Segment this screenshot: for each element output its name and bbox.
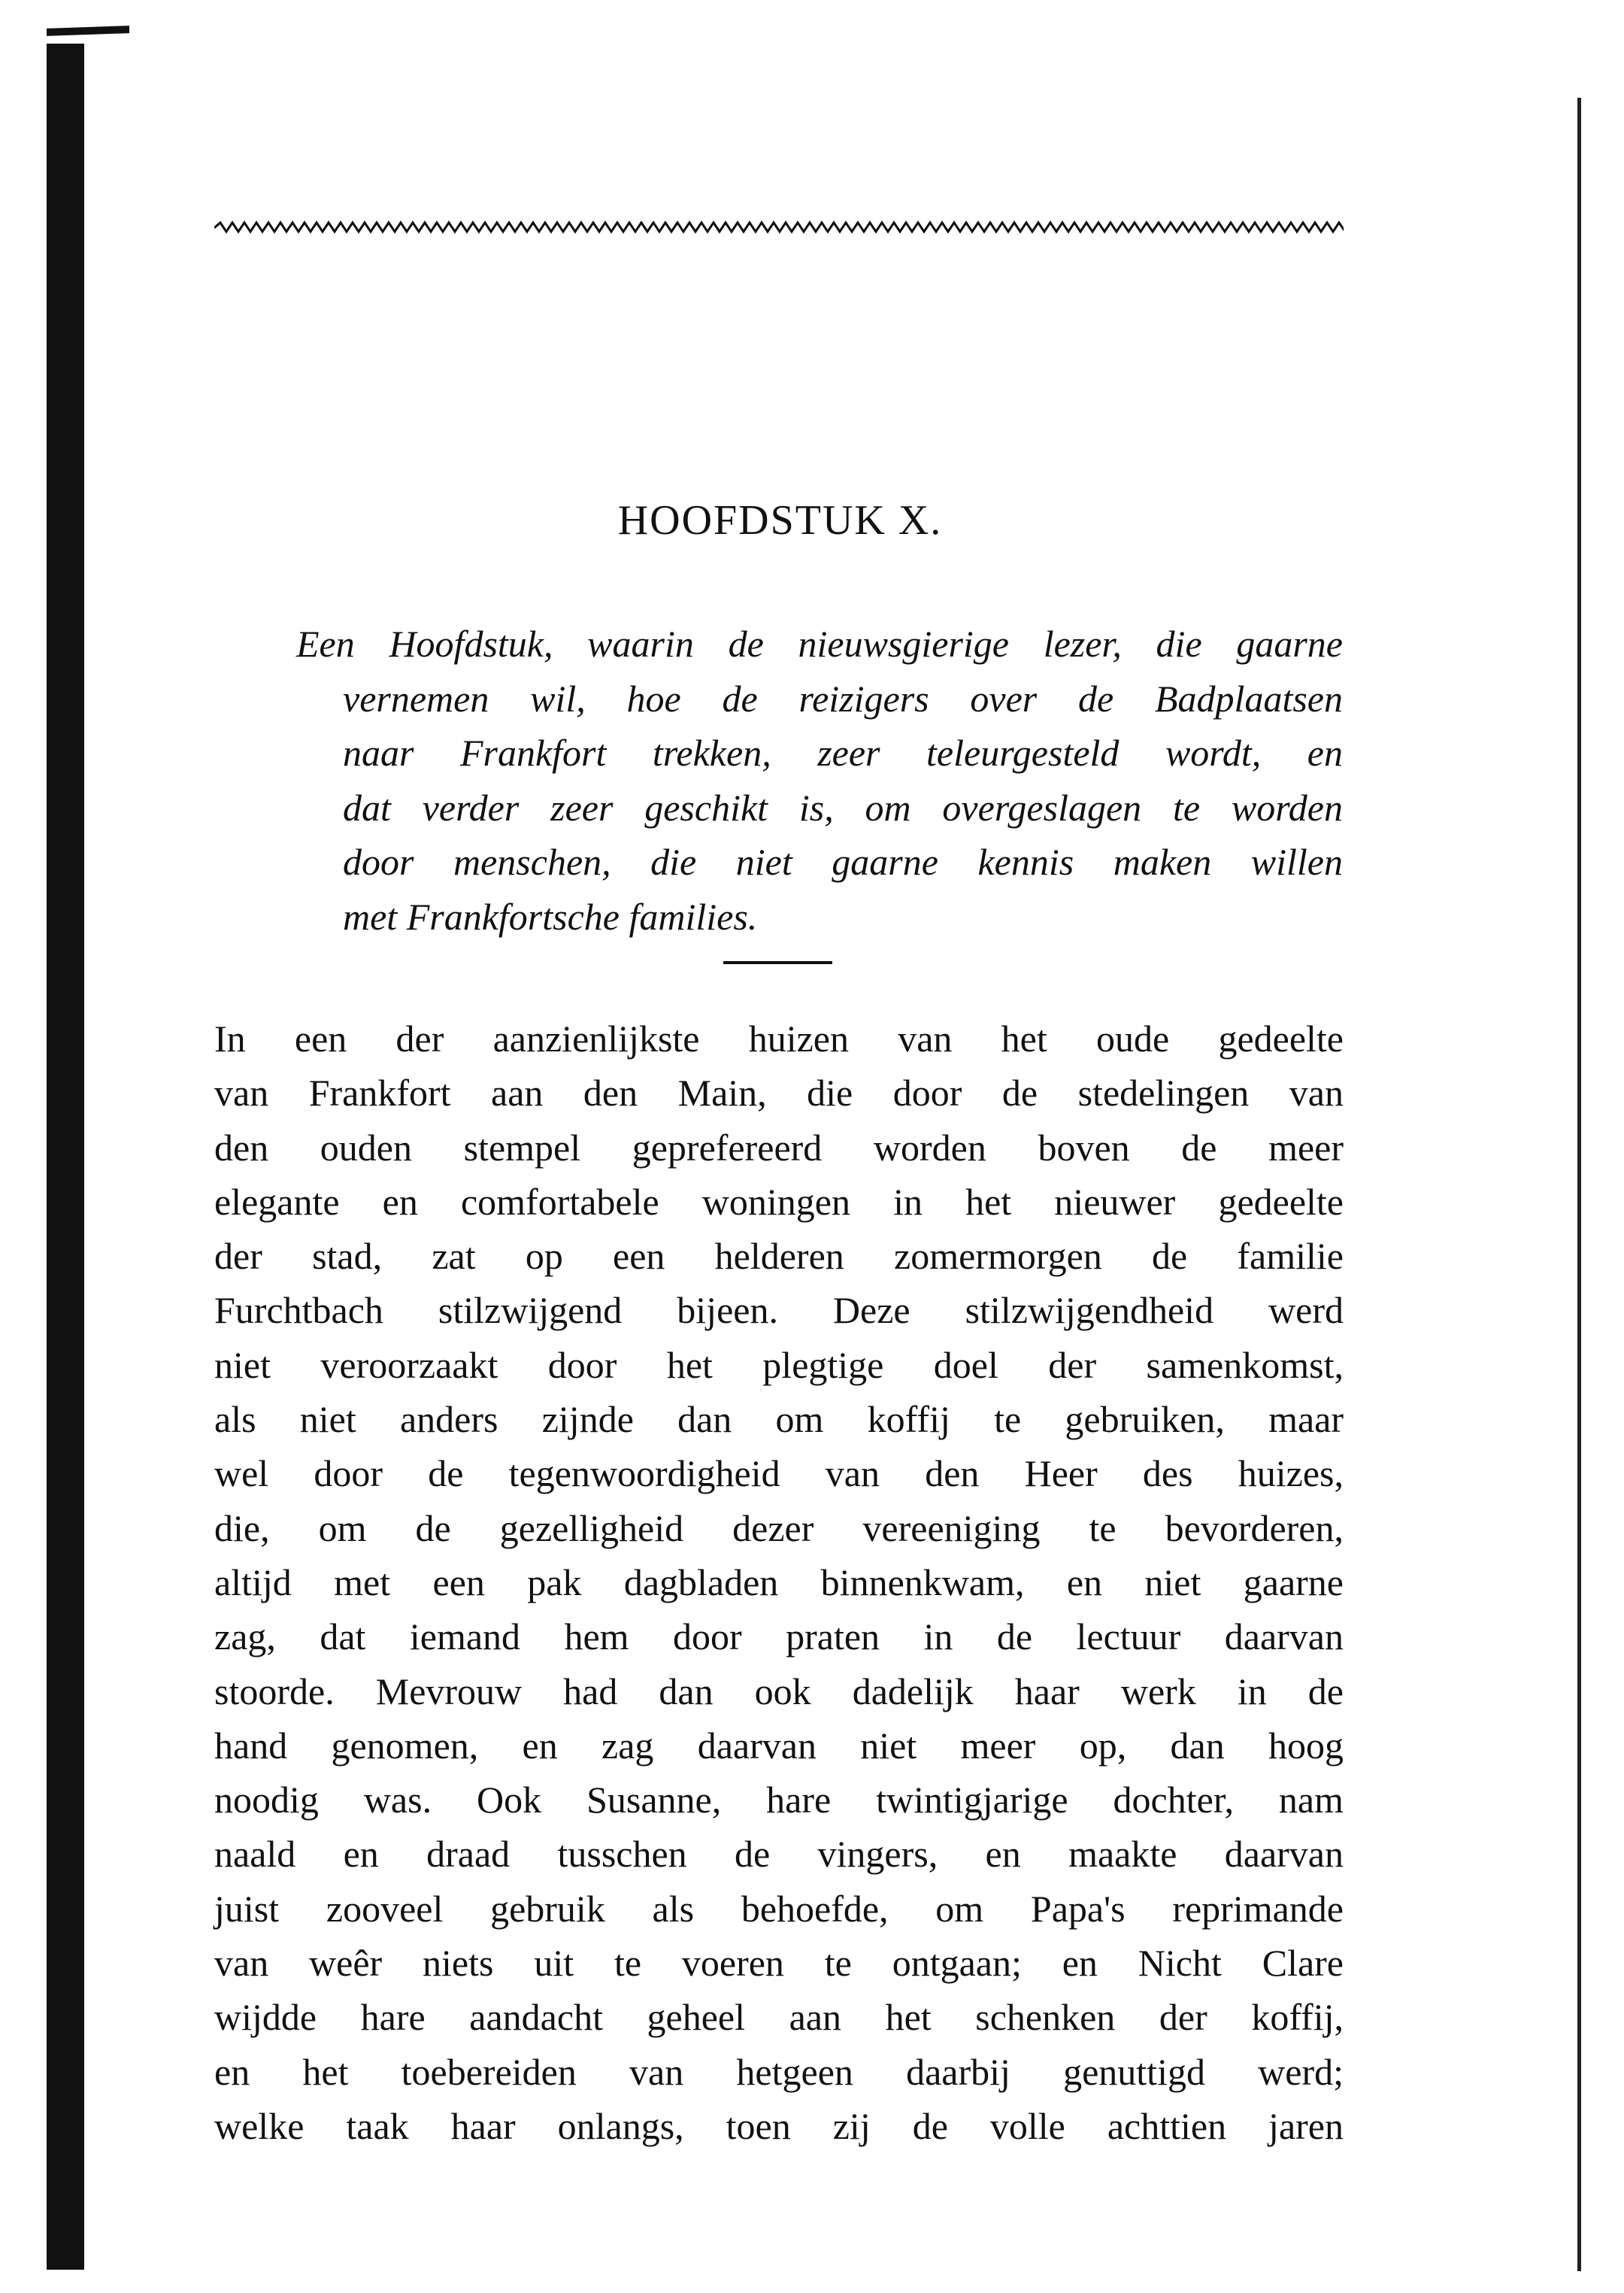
body-line: en het toebereiden van hetgeen daarbij genuttigd werd; — [214, 2050, 1344, 2093]
body-line: wijdde hare aandacht geheel aan het schenken der koffij, — [214, 1996, 1344, 2039]
body-line: der stad, zat op een helderen zomermorgen de familie — [214, 1235, 1344, 1278]
body-line: wel door de tegenwoordigheid van den Heer des huizes, — [214, 1452, 1344, 1495]
body-line: zag, dat iemand hem door praten in de lectuur daarvan — [214, 1615, 1344, 1658]
body-line: welke taak haar onlangs, toen zij de volle achttien jaren — [214, 2104, 1344, 2147]
body-line: naald en draad tusschen de vingers, en maakte daarvan — [214, 1833, 1344, 1876]
summary-line: door menschen, die niet gaarne kennis maken willen — [343, 841, 1343, 883]
summary-line: dat verder zeer geschikt is, om overgeslagen te worden — [343, 786, 1343, 829]
summary-line: met Frankfortsche families. — [343, 895, 758, 938]
body-line: van weêr niets uit te voeren te ontgaan; en Nicht Clare — [214, 1942, 1344, 1985]
binding-shadow — [47, 44, 84, 2270]
section-divider — [723, 961, 832, 964]
page-edge-line — [1577, 98, 1581, 2271]
summary-line: naar Frankfort trekken, zeer teleurgesteld wordt, en — [343, 732, 1343, 774]
ornamental-wavy-rule — [214, 218, 1344, 238]
body-line: altijd met een pak dagbladen binnenkwam, en niet gaarne — [214, 1561, 1344, 1603]
body-line: die, om de gezelligheid dezer vereeniging te bevorderen, — [214, 1506, 1344, 1549]
page-edge-mark — [47, 26, 129, 36]
summary-line: Een Hoofdstuk, waarin de nieuwsgierige lezer, die gaarne — [296, 623, 1343, 665]
body-line: niet veroorzaakt door het plegtige doel der samenkomst, — [214, 1343, 1344, 1386]
body-line: In een der aanzienlijkste huizen van het oude gedeelte — [214, 1018, 1344, 1060]
body-line: noodig was. Ook Susanne, hare twintigjarige dochter, nam — [214, 1779, 1344, 1821]
body-line: Furchtbach stilzwijgend bijeen. Deze stilzwijgendheid werd — [214, 1289, 1344, 1332]
body-line: van Frankfort aan den Main, die door de stedelingen van — [214, 1072, 1344, 1115]
summary-line: vernemen wil, hoe de reizigers over de Badplaatsen — [343, 677, 1343, 720]
body-line: juist zooveel gebruik als behoefde, om Papa's reprimande — [214, 1887, 1344, 1930]
body-line: den ouden stempel geprefereerd worden boven de meer — [214, 1126, 1344, 1169]
body-line: stoorde. Mevrouw had dan ook dadelijk haar werk in de — [214, 1670, 1344, 1712]
body-line: als niet anders zijnde dan om koffij te gebruiken, maar — [214, 1398, 1344, 1441]
chapter-heading: HOOFDSTUK X. — [617, 497, 943, 544]
chapter-summary — [296, 617, 1343, 944]
body-line: hand genomen, en zag daarvan niet meer op, dan hoog — [214, 1724, 1344, 1767]
body-line: elegante en comfortabele woningen in het nieuwer gedeelte — [214, 1180, 1344, 1223]
body-paragraph — [214, 1012, 1344, 2153]
